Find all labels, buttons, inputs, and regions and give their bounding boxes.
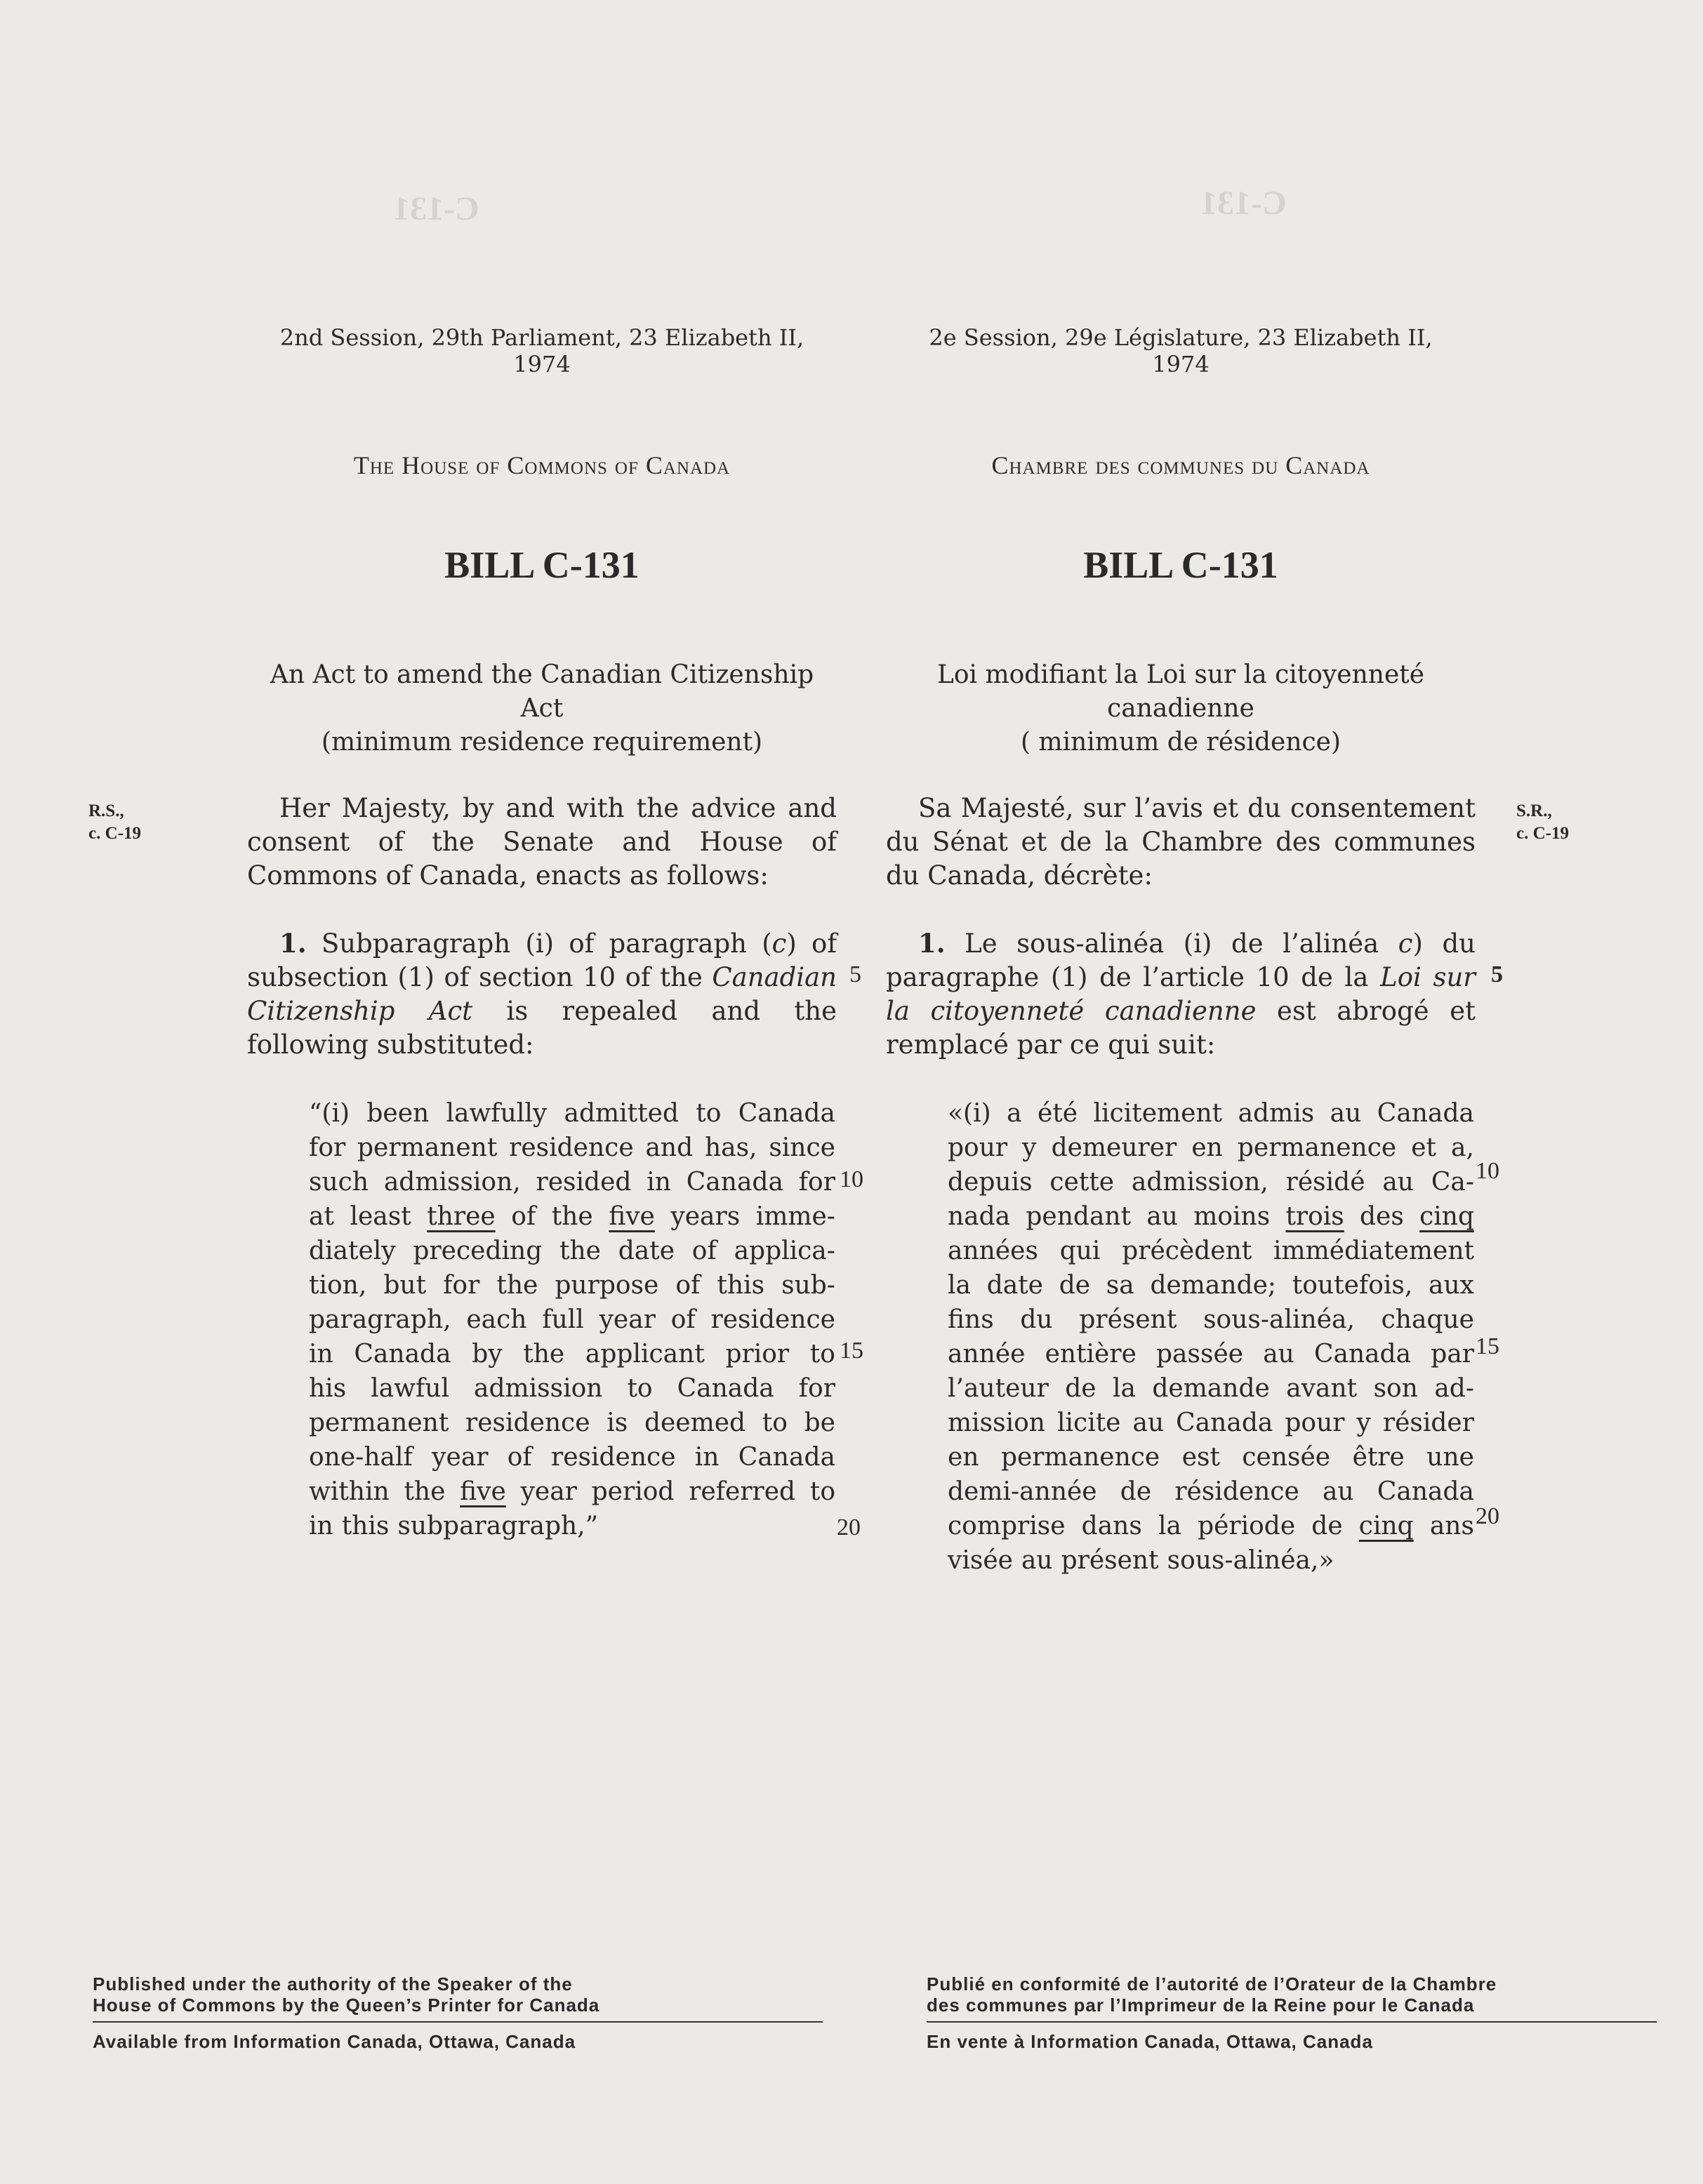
clause-act-fr: Loi sur la citoyenneté canadienne bbox=[886, 962, 1476, 1026]
quote-word: demi-année bbox=[948, 1477, 1097, 1506]
quote-word: par bbox=[1431, 1340, 1474, 1369]
quote-word: l’auteur bbox=[948, 1374, 1049, 1403]
quote-word: permanent bbox=[357, 1133, 498, 1162]
footer-fr bbox=[927, 1973, 1657, 2052]
quote-line-fr bbox=[948, 1165, 1474, 1199]
published-line-2-en: House of Commons by the Queen’s Printer for Canada bbox=[93, 1995, 600, 2016]
quote-word: to bbox=[627, 1374, 653, 1403]
substituted-text-fr bbox=[948, 1096, 1474, 1578]
footer-divider-fr bbox=[927, 2021, 1657, 2023]
enacting-clause-en: Her Majesty, by and with the advice and consent of the Senate and House of Commons of Canada, enacts as follows: bbox=[247, 793, 837, 891]
quote-word: sub- bbox=[781, 1271, 835, 1300]
quote-word: cinq bbox=[1358, 1512, 1414, 1540]
quote-word: au bbox=[1323, 1477, 1354, 1506]
quote-word: one-half bbox=[309, 1443, 413, 1472]
quote-word: a bbox=[1007, 1099, 1022, 1128]
quote-word: admission bbox=[473, 1374, 603, 1403]
quote-word: referred bbox=[689, 1477, 796, 1506]
quote-word: of bbox=[691, 1237, 717, 1265]
clause-text-a-fr: Le sous-alinéa (i) de l’alinéa bbox=[965, 928, 1398, 959]
quote-word: des bbox=[1360, 1202, 1404, 1231]
quote-word: sa bbox=[1106, 1271, 1134, 1300]
quote-word: au bbox=[1263, 1340, 1294, 1369]
margin-note-line-2-fr: c. C-19 bbox=[1516, 824, 1569, 843]
quote-word: at bbox=[309, 1202, 334, 1231]
quote-word: year bbox=[432, 1443, 489, 1472]
quote-word: in bbox=[309, 1340, 333, 1369]
margin-note-en bbox=[88, 800, 141, 845]
quote-word: for bbox=[798, 1374, 835, 1403]
clause-text-c-fr: est abrogé et remplacé par ce qui suit: bbox=[886, 996, 1476, 1060]
session-line-en bbox=[247, 324, 837, 378]
quote-word: qui bbox=[1059, 1237, 1101, 1265]
quote-word: Canada bbox=[738, 1099, 835, 1128]
quote-line-fr bbox=[948, 1096, 1474, 1131]
clause-c-fr: c bbox=[1398, 928, 1413, 959]
quote-line-fr bbox=[948, 1406, 1474, 1440]
quote-word: his bbox=[309, 1374, 347, 1403]
quote-word: to bbox=[809, 1477, 835, 1506]
quote-word: immédiatement bbox=[1273, 1237, 1474, 1265]
quote-line-en bbox=[309, 1131, 835, 1165]
quote-word: y bbox=[1356, 1409, 1371, 1437]
quote-word: by bbox=[472, 1340, 503, 1369]
quote-word: aux bbox=[1429, 1271, 1474, 1300]
quote-word: au bbox=[1132, 1409, 1165, 1437]
quote-word: of bbox=[511, 1202, 536, 1231]
quote-word: lawfully bbox=[446, 1099, 548, 1128]
quote-word: demande bbox=[1152, 1374, 1270, 1403]
quote-line-fr bbox=[948, 1543, 1474, 1578]
quote-word: be bbox=[804, 1409, 835, 1437]
clause-text-b-en: ) of subsection (1) of section 10 of the bbox=[247, 928, 837, 992]
quote-word: lawful bbox=[371, 1374, 449, 1403]
quote-word: this bbox=[717, 1271, 765, 1300]
quote-word: pour bbox=[948, 1133, 1008, 1162]
quote-word: is bbox=[607, 1409, 628, 1437]
quote-word: Canada bbox=[1377, 1099, 1474, 1128]
quote-word: year bbox=[599, 1305, 656, 1334]
quote-word: y bbox=[1022, 1133, 1037, 1162]
quote-word: précèdent bbox=[1122, 1237, 1252, 1265]
quote-word: of bbox=[670, 1305, 696, 1334]
quote-word: applicant bbox=[585, 1340, 705, 1369]
quote-word: présent bbox=[1079, 1305, 1177, 1334]
quote-line-fr-underlined bbox=[948, 1199, 1474, 1234]
quote-word: admission, bbox=[383, 1168, 521, 1197]
quote-word: a, bbox=[1451, 1133, 1474, 1162]
quote-word: être bbox=[1352, 1443, 1405, 1472]
quote-word: within bbox=[309, 1477, 390, 1506]
quote-word: fins bbox=[948, 1305, 994, 1334]
margin-note-line-2-en: c. C-19 bbox=[88, 824, 141, 843]
show-through-bill-left: C-131 bbox=[393, 190, 479, 227]
quote-line-fr bbox=[948, 1337, 1474, 1371]
margin-note-fr bbox=[1516, 800, 1569, 845]
line-number-10-fr: 10 bbox=[1476, 1158, 1499, 1184]
footer-divider-en bbox=[93, 2021, 823, 2023]
quote-word: été bbox=[1038, 1099, 1078, 1128]
house-heading-en: The House of Commons of Canada bbox=[353, 451, 731, 479]
quote-word: cinq bbox=[1419, 1202, 1474, 1231]
quote-word: visée bbox=[948, 1546, 1013, 1575]
quote-word: admis bbox=[1238, 1099, 1315, 1128]
quote-word: such bbox=[309, 1168, 369, 1197]
quote-word: licitement bbox=[1093, 1099, 1223, 1128]
quote-word: demeurer bbox=[1051, 1133, 1177, 1162]
line-number-5-fr: 5 bbox=[1491, 961, 1503, 987]
quote-word: Ca- bbox=[1431, 1168, 1474, 1197]
quote-word: to bbox=[762, 1409, 788, 1437]
line-number-15-fr: 15 bbox=[1476, 1333, 1499, 1359]
quote-word: la bbox=[948, 1271, 971, 1300]
quote-line-en bbox=[309, 1165, 835, 1199]
quote-word: sous-alinéa,» bbox=[1167, 1546, 1334, 1575]
quote-word: to bbox=[696, 1099, 722, 1128]
quote-word: permanence bbox=[1237, 1133, 1397, 1162]
quote-word: of bbox=[507, 1443, 532, 1472]
quote-line-en-underlined bbox=[309, 1199, 835, 1234]
quote-word: résidence bbox=[1174, 1477, 1299, 1506]
clause-act-en: Canadian Citizenship Act bbox=[247, 962, 837, 1026]
footer-en bbox=[93, 1973, 823, 2052]
quote-word: purpose bbox=[555, 1271, 659, 1300]
quote-word: de bbox=[1120, 1477, 1152, 1506]
quote-word: “(i) bbox=[309, 1099, 350, 1128]
house-heading-fr: Chambre des communes du Canada bbox=[991, 451, 1370, 479]
quote-line-en bbox=[309, 1303, 835, 1337]
quote-word: en bbox=[1191, 1133, 1223, 1162]
quote-word: demande; bbox=[1150, 1271, 1277, 1300]
quote-word: least bbox=[350, 1202, 411, 1231]
quote-word: Canada bbox=[677, 1374, 774, 1403]
quote-word: pour bbox=[1285, 1409, 1345, 1437]
clause-text-a-en: Subparagraph (i) of paragraph ( bbox=[321, 928, 772, 959]
show-through-bill-right: C-131 bbox=[1200, 185, 1287, 222]
quote-word: présent bbox=[1061, 1546, 1159, 1575]
clause-number-en: 1. bbox=[279, 928, 307, 959]
margin-note-line-1-en: R.S., bbox=[88, 801, 124, 820]
quote-word: la bbox=[1158, 1512, 1181, 1540]
enacting-clause-fr: Sa Majesté, sur l’avis et du consentement du Sénat et de la Chambre des communes du Canada, décrète: bbox=[886, 793, 1476, 891]
quote-line-en bbox=[309, 1509, 835, 1543]
quote-word: trois bbox=[1285, 1202, 1344, 1231]
quote-word: licite bbox=[1057, 1409, 1121, 1437]
clause-number-fr: 1. bbox=[918, 928, 946, 959]
quote-line-en bbox=[309, 1096, 835, 1131]
quote-word: de bbox=[1065, 1374, 1096, 1403]
quote-word: three bbox=[427, 1202, 496, 1231]
quote-line-fr bbox=[948, 1474, 1474, 1509]
quote-word: admitted bbox=[564, 1099, 679, 1128]
line-number-20-en: 20 bbox=[837, 1514, 861, 1540]
quote-line-fr bbox=[948, 1371, 1474, 1406]
quote-word: comprise bbox=[948, 1512, 1066, 1540]
quote-word: au bbox=[1021, 1546, 1053, 1575]
quote-word: paragraph, bbox=[309, 1305, 451, 1334]
quote-line-fr bbox=[948, 1440, 1474, 1474]
quote-word: preceding bbox=[413, 1237, 543, 1265]
bill-title-fr bbox=[886, 658, 1476, 759]
quote-line-en bbox=[309, 1337, 835, 1371]
quote-word: sous-alinéa, bbox=[1203, 1305, 1355, 1334]
quote-word: date bbox=[986, 1271, 1043, 1300]
clause-text-b-fr: ) du paragraphe (1) de l’article 10 de la bbox=[886, 928, 1476, 992]
quote-word: imme- bbox=[755, 1202, 835, 1231]
clause-text-c-en: is repealed and the following substituted: bbox=[247, 996, 837, 1060]
quote-word: resided bbox=[536, 1168, 632, 1197]
quote-word: deemed bbox=[644, 1409, 746, 1437]
quote-word: tion, bbox=[309, 1271, 367, 1300]
quote-word: the bbox=[523, 1340, 565, 1369]
quote-word: pendant bbox=[1026, 1202, 1132, 1231]
quote-word: avant bbox=[1286, 1374, 1358, 1403]
margin-note-line-1-fr: S.R., bbox=[1516, 801, 1552, 820]
quote-word: and bbox=[645, 1133, 694, 1162]
quote-line-en bbox=[309, 1268, 835, 1303]
quote-word: nada bbox=[948, 1202, 1011, 1231]
available-line-en: Available from Information Canada, Ottawa, Canada bbox=[93, 2031, 576, 2052]
quote-word: period bbox=[591, 1477, 675, 1506]
quote-word: au bbox=[1330, 1099, 1362, 1128]
title-line-3-en: (minimum residence requirement) bbox=[321, 728, 763, 757]
quote-line-en bbox=[309, 1440, 835, 1474]
quote-line-fr bbox=[948, 1131, 1474, 1165]
published-line-1-fr: Publié en conformité de l’autorité de l’Orateur de la Chambre bbox=[927, 1973, 1497, 1995]
quote-word: the bbox=[404, 1477, 446, 1506]
published-line-2-fr: des communes par l’Imprimeur de la Reine pour le Canada bbox=[927, 1995, 1475, 2016]
quote-line-fr bbox=[948, 1268, 1474, 1303]
title-line-3-fr: ( minimum de résidence) bbox=[1020, 728, 1341, 757]
quote-word: la bbox=[1112, 1374, 1136, 1403]
quote-word: each bbox=[466, 1305, 527, 1334]
quote-word: depuis bbox=[948, 1168, 1033, 1197]
quote-word: au bbox=[1382, 1168, 1414, 1197]
quote-word: residence bbox=[509, 1133, 634, 1162]
quote-word: residence bbox=[710, 1305, 835, 1334]
title-line-2-fr: canadienne bbox=[1107, 694, 1254, 723]
quote-word: residence bbox=[465, 1409, 590, 1437]
quote-word: date bbox=[618, 1237, 675, 1265]
quote-word: période bbox=[1198, 1512, 1296, 1540]
quote-word: censée bbox=[1242, 1443, 1331, 1472]
quote-word: son bbox=[1373, 1374, 1418, 1403]
quote-word: the bbox=[496, 1271, 538, 1300]
quote-word: applica- bbox=[734, 1237, 835, 1265]
quote-word: diately bbox=[309, 1237, 396, 1265]
quote-word: du bbox=[1020, 1305, 1053, 1334]
quote-word: cette bbox=[1049, 1168, 1115, 1197]
title-line-2-en: Act bbox=[520, 694, 564, 723]
quote-line-fr bbox=[948, 1234, 1474, 1268]
quote-word: Canada bbox=[686, 1168, 783, 1197]
quote-line-fr bbox=[948, 1303, 1474, 1337]
quote-word: toutefois, bbox=[1292, 1271, 1413, 1300]
line-number-5-en: 5 bbox=[849, 961, 861, 987]
quote-word: moins bbox=[1193, 1202, 1271, 1231]
quote-word: passée bbox=[1156, 1340, 1244, 1369]
quote-word: année bbox=[948, 1340, 1026, 1369]
quote-word: «(i) bbox=[948, 1099, 991, 1128]
quote-word: permanent bbox=[309, 1409, 449, 1437]
quote-word: Canada bbox=[738, 1443, 835, 1472]
quote-word: de bbox=[1311, 1512, 1343, 1540]
quote-word: mission bbox=[948, 1409, 1045, 1437]
bill-number-en: BILL C-131 bbox=[444, 544, 640, 586]
session-text-en: 2nd Session, 29th Parliament, 23 Elizabeth II, bbox=[279, 324, 804, 351]
available-line-fr: En vente à Information Canada, Ottawa, Canada bbox=[927, 2031, 1373, 2052]
quote-word: for bbox=[798, 1168, 835, 1197]
session-year-fr: 1974 bbox=[1152, 351, 1210, 378]
quote-word: Canada bbox=[1313, 1340, 1412, 1369]
quote-word: but bbox=[383, 1271, 427, 1300]
quote-word: for bbox=[443, 1271, 480, 1300]
quote-line-fr-underlined bbox=[948, 1509, 1474, 1543]
quote-word: five bbox=[460, 1477, 506, 1506]
quote-word: prior bbox=[725, 1340, 790, 1369]
session-text-fr: 2e Session, 29e Législature, 23 Elizabeth II, bbox=[929, 324, 1433, 351]
title-line-1-en: An Act to amend the Canadian Citizenship bbox=[270, 660, 814, 689]
bill-number-fr: BILL C-131 bbox=[1083, 544, 1278, 586]
quote-word: Canada bbox=[1377, 1477, 1474, 1506]
quote-word: of bbox=[675, 1271, 701, 1300]
quote-word: for bbox=[309, 1133, 346, 1162]
line-number-20-fr: 20 bbox=[1476, 1503, 1499, 1529]
quote-word: résidé bbox=[1285, 1168, 1365, 1197]
quote-word: au bbox=[1146, 1202, 1178, 1231]
quote-word: dans bbox=[1081, 1512, 1142, 1540]
quote-word: est bbox=[1181, 1443, 1220, 1472]
quote-word: full bbox=[542, 1305, 584, 1334]
quote-word: ans bbox=[1429, 1512, 1474, 1540]
quote-word: year bbox=[520, 1477, 577, 1506]
quote-line-en bbox=[309, 1234, 835, 1268]
quote-word: in bbox=[309, 1512, 333, 1540]
quote-word: years bbox=[670, 1202, 741, 1231]
title-line-1-fr: Loi modifiant la Loi sur la citoyenneté bbox=[936, 660, 1425, 689]
quote-word: in bbox=[694, 1443, 720, 1472]
quote-word: Canada bbox=[354, 1340, 451, 1369]
quote-word: chaque bbox=[1381, 1305, 1474, 1334]
quote-word: permanence bbox=[1000, 1443, 1160, 1472]
quote-word: in bbox=[647, 1168, 671, 1197]
line-number-15-en: 15 bbox=[840, 1338, 863, 1364]
session-line-fr bbox=[886, 324, 1476, 378]
quote-word: ad- bbox=[1434, 1374, 1474, 1403]
quote-word: five bbox=[609, 1202, 655, 1231]
quote-word: the bbox=[551, 1202, 593, 1231]
quote-line-en bbox=[309, 1371, 835, 1406]
quote-word: une bbox=[1426, 1443, 1474, 1472]
clause-1-en bbox=[247, 926, 837, 1062]
quote-word: to bbox=[809, 1340, 835, 1369]
bill-title-en bbox=[247, 658, 837, 759]
quote-word: has, bbox=[704, 1133, 757, 1162]
quote-word: entière bbox=[1045, 1340, 1137, 1369]
quote-word: since bbox=[769, 1133, 835, 1162]
line-number-10-en: 10 bbox=[840, 1166, 863, 1192]
substituted-text-en bbox=[309, 1096, 835, 1543]
session-year-en: 1974 bbox=[513, 351, 571, 378]
quote-word: Canada bbox=[1176, 1409, 1273, 1437]
quote-word: en bbox=[948, 1443, 979, 1472]
quote-word: subparagraph,” bbox=[397, 1512, 599, 1540]
quote-word: residence bbox=[551, 1443, 676, 1472]
quote-word: résider bbox=[1382, 1409, 1474, 1437]
quote-line-en-underlined bbox=[309, 1474, 835, 1509]
quote-word: admission, bbox=[1131, 1168, 1268, 1197]
quote-line-en bbox=[309, 1406, 835, 1440]
quote-word: the bbox=[559, 1237, 601, 1265]
quote-word: de bbox=[1059, 1271, 1091, 1300]
quote-word: et bbox=[1411, 1133, 1436, 1162]
quote-word: this bbox=[341, 1512, 390, 1540]
quote-word: been bbox=[366, 1099, 430, 1128]
clause-c-en: c bbox=[771, 928, 787, 959]
quote-word: années bbox=[948, 1237, 1038, 1265]
published-line-1-en: Published under the authority of the Speaker of the bbox=[93, 1973, 573, 1995]
clause-1-fr bbox=[886, 926, 1476, 1062]
